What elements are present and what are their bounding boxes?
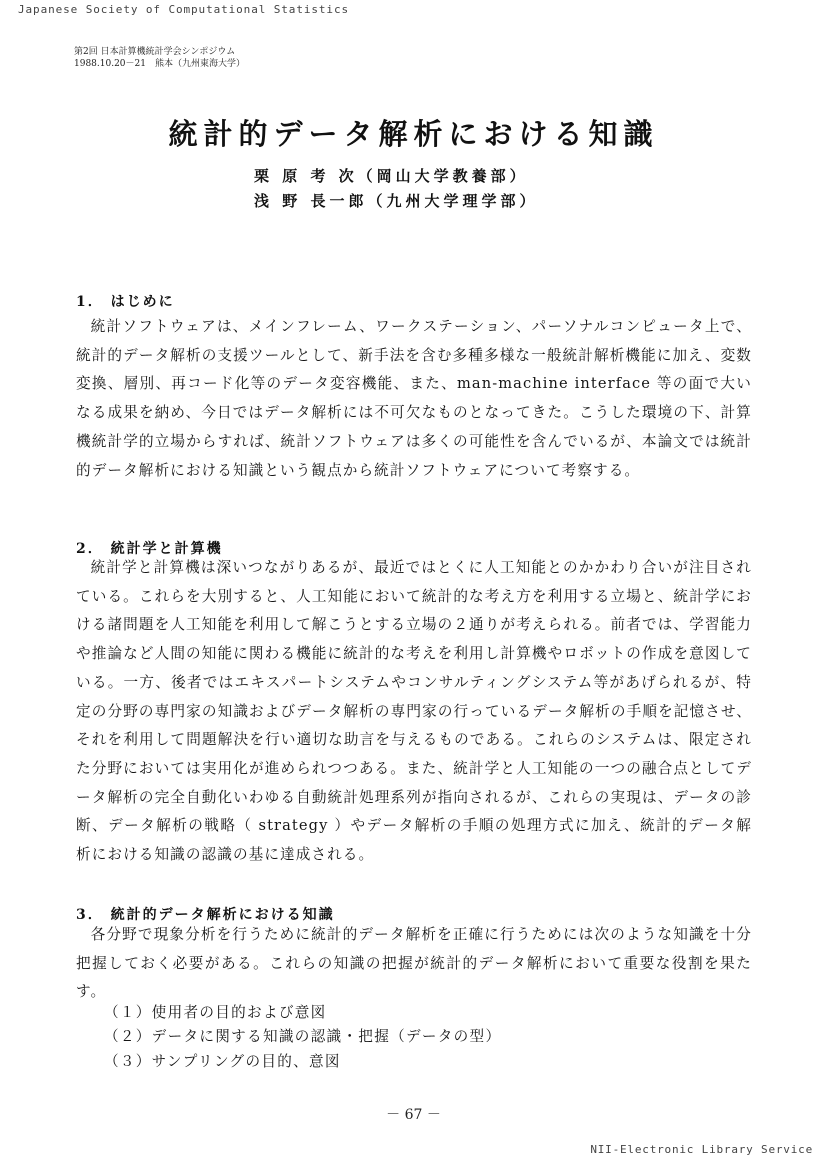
list-item: （２）データに関する知識の認識・把握（データの型） [104, 1028, 502, 1045]
symposium-title: 第2回 日本計算機統計学会シンポジウム [74, 47, 236, 57]
list-item: （１）使用者の目的および意図 [104, 1004, 327, 1021]
section-heading-3: 3． 統計的データ解析における知識 [76, 907, 335, 923]
author-line: 浅 野 長一郎（九州大学理学部） [254, 192, 539, 210]
section-1-paragraph: 統計ソフトウェアは、メインフレーム、ワークステーション、パーソナルコンピュータ上で、統計的データ解析の支援ツールとして、新手法を含む多種多様な一般統計解析機能に加え、変数変換、層別、再コード化等のデータ変容機能、また、man-machine interface 等の面で大いなる成果を納め、今日ではデータ解析には不可欠なものとなってきた。こうした環境の下、計算機統計学的立場からすれば、統計ソフトウェアは多くの可能性を含んでいるが、本論文では統計的データ解析における知識という観点から統計ソフトウェアについて考察する。 [76, 318, 752, 479]
paper-title: 統計的データ解析における知識 [168, 117, 659, 151]
section-heading-2: 2． 統計学と計算機 [76, 541, 223, 557]
section-3-paragraph: 各分野で現象分析を行うために統計的データ解析を正確に行うためには次のような知識を十分把握しておく必要がある。これらの知識の把握が統計的データ解析において重要な役割を果たす。 [76, 926, 752, 1001]
watermark-text: Japanese Society of Computational Statistics [18, 3, 349, 16]
section-heading-1: 1． はじめに [76, 294, 175, 310]
section-2-paragraph: 統計学と計算機は深いつながりあるが、最近ではとくに人工知能とのかかわり合いが注目されている。これらを大別すると、人工知能において統計的な考え方を利用する立場と、統計学における諸問題を人工知能を利用して解こうとする立場の２通りが考えられる。前者では、学習能力や推論など人間の知能に関わる機能に統計的な考えを利用し計算機やロボットの作成を意図している。一方、後者ではエキスパートシステムやコンサルティングシステム等があげられるが、特定の分野の専門家の知識およびデータ解析の専門家の行っているデータ解析の手順を記憶させ、それを利用して問題解決を行い適切な助言を与えるものである。これらのシステムは、限定された分野においては実用化が進められつつある。また、統計学と人工知能の一つの融合点としてデータ解析の完全自動化いわゆる自動統計処理系列が指向されるが、これらの実現は、データの診断、データ解析の戦略（ strategy ）やデータ解析の手順の処理方式に加え、統計的データ解析における知識の認識の基に達成される。 [76, 559, 752, 864]
symposium-info [74, 46, 245, 70]
page-number: － 67 － [386, 1107, 441, 1123]
footer-service-text: NII-Electronic Library Service [590, 1143, 813, 1156]
list-item: （３）サンプリングの目的、意図 [104, 1053, 341, 1070]
symposium-date-venue: 1988.10.20－21 熊本（九州東海大学） [74, 59, 245, 69]
author-line: 栗 原 考 次（岡山大学教養部） [254, 167, 529, 185]
